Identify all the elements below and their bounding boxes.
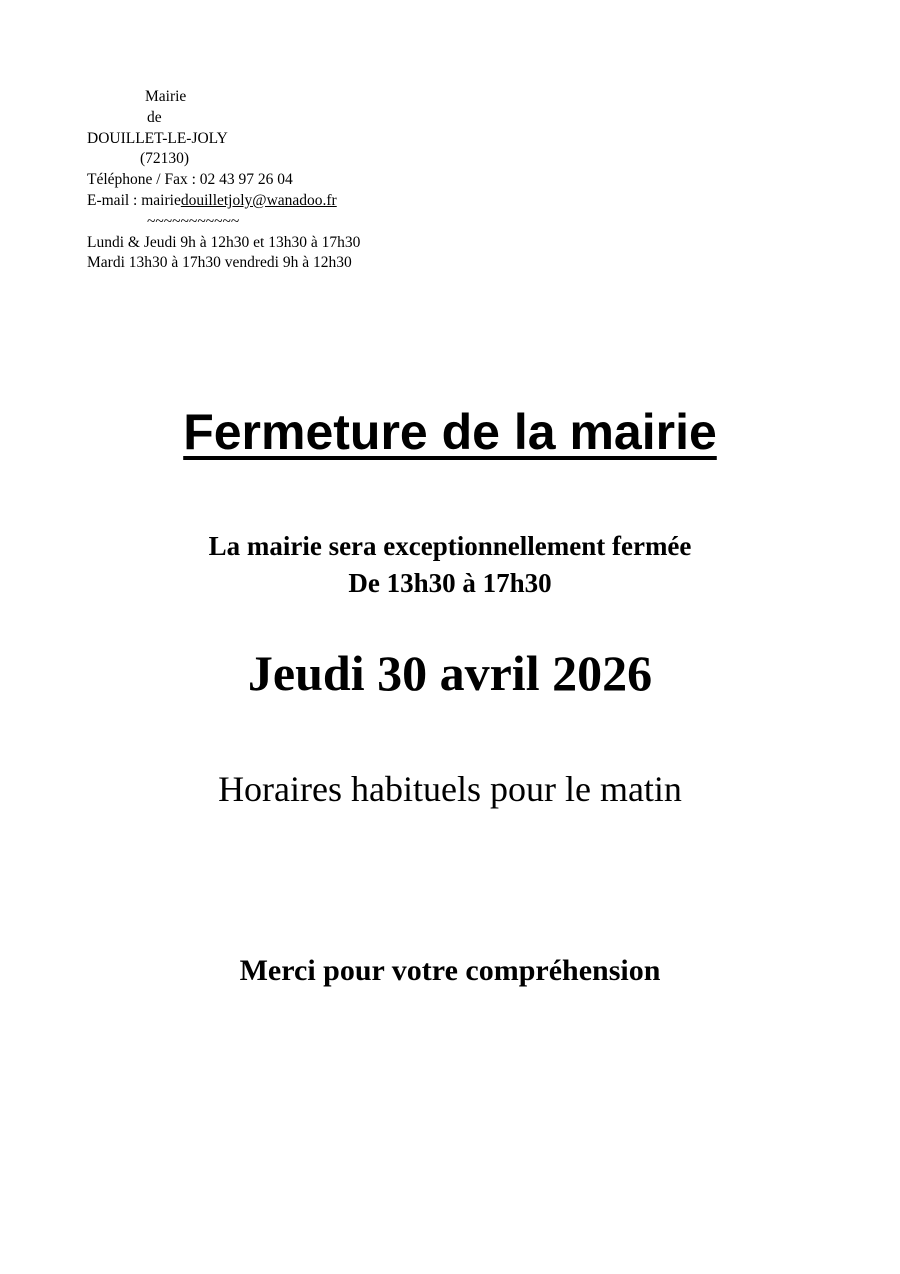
- closure-line1: La mairie sera exceptionnellement fermée: [208, 531, 692, 561]
- closure-info: [0, 528, 900, 602]
- header-de: de: [147, 108, 162, 126]
- notice-title: [0, 402, 900, 462]
- header-hours-line2: Mardi 13h30 à 17h30 vendredi 9h à 12h30: [87, 254, 352, 272]
- header-mairie: Mairie: [145, 88, 187, 105]
- header-separator: ~~~~~~~~~~~: [147, 212, 240, 230]
- thanks-message: Merci pour votre compréhension: [239, 954, 661, 987]
- header-hours-line1: Lundi & Jeudi 9h à 12h30 et 13h30 à 17h30: [87, 233, 361, 251]
- closure-date: Jeudi 30 avril 2026: [247, 645, 653, 701]
- header-commune: DOUILLET-LE-JOLY: [87, 129, 228, 147]
- morning-note: Horaires habituels pour le matin: [218, 769, 682, 809]
- town-hall-header: [87, 87, 360, 274]
- header-email-prefix: E-mail : mairie: [87, 191, 181, 209]
- closure-line2: De 13h30 à 17h30: [348, 568, 552, 598]
- header-email: [87, 191, 360, 212]
- notice-title-text: Fermeture de la mairie: [183, 404, 717, 460]
- email-link[interactable]: douilletjoly@wanadoo.fr: [180, 191, 337, 209]
- header-postal-code: (72130): [140, 150, 190, 168]
- header-phone: Téléphone / Fax : 02 43 97 26 04: [87, 171, 293, 189]
